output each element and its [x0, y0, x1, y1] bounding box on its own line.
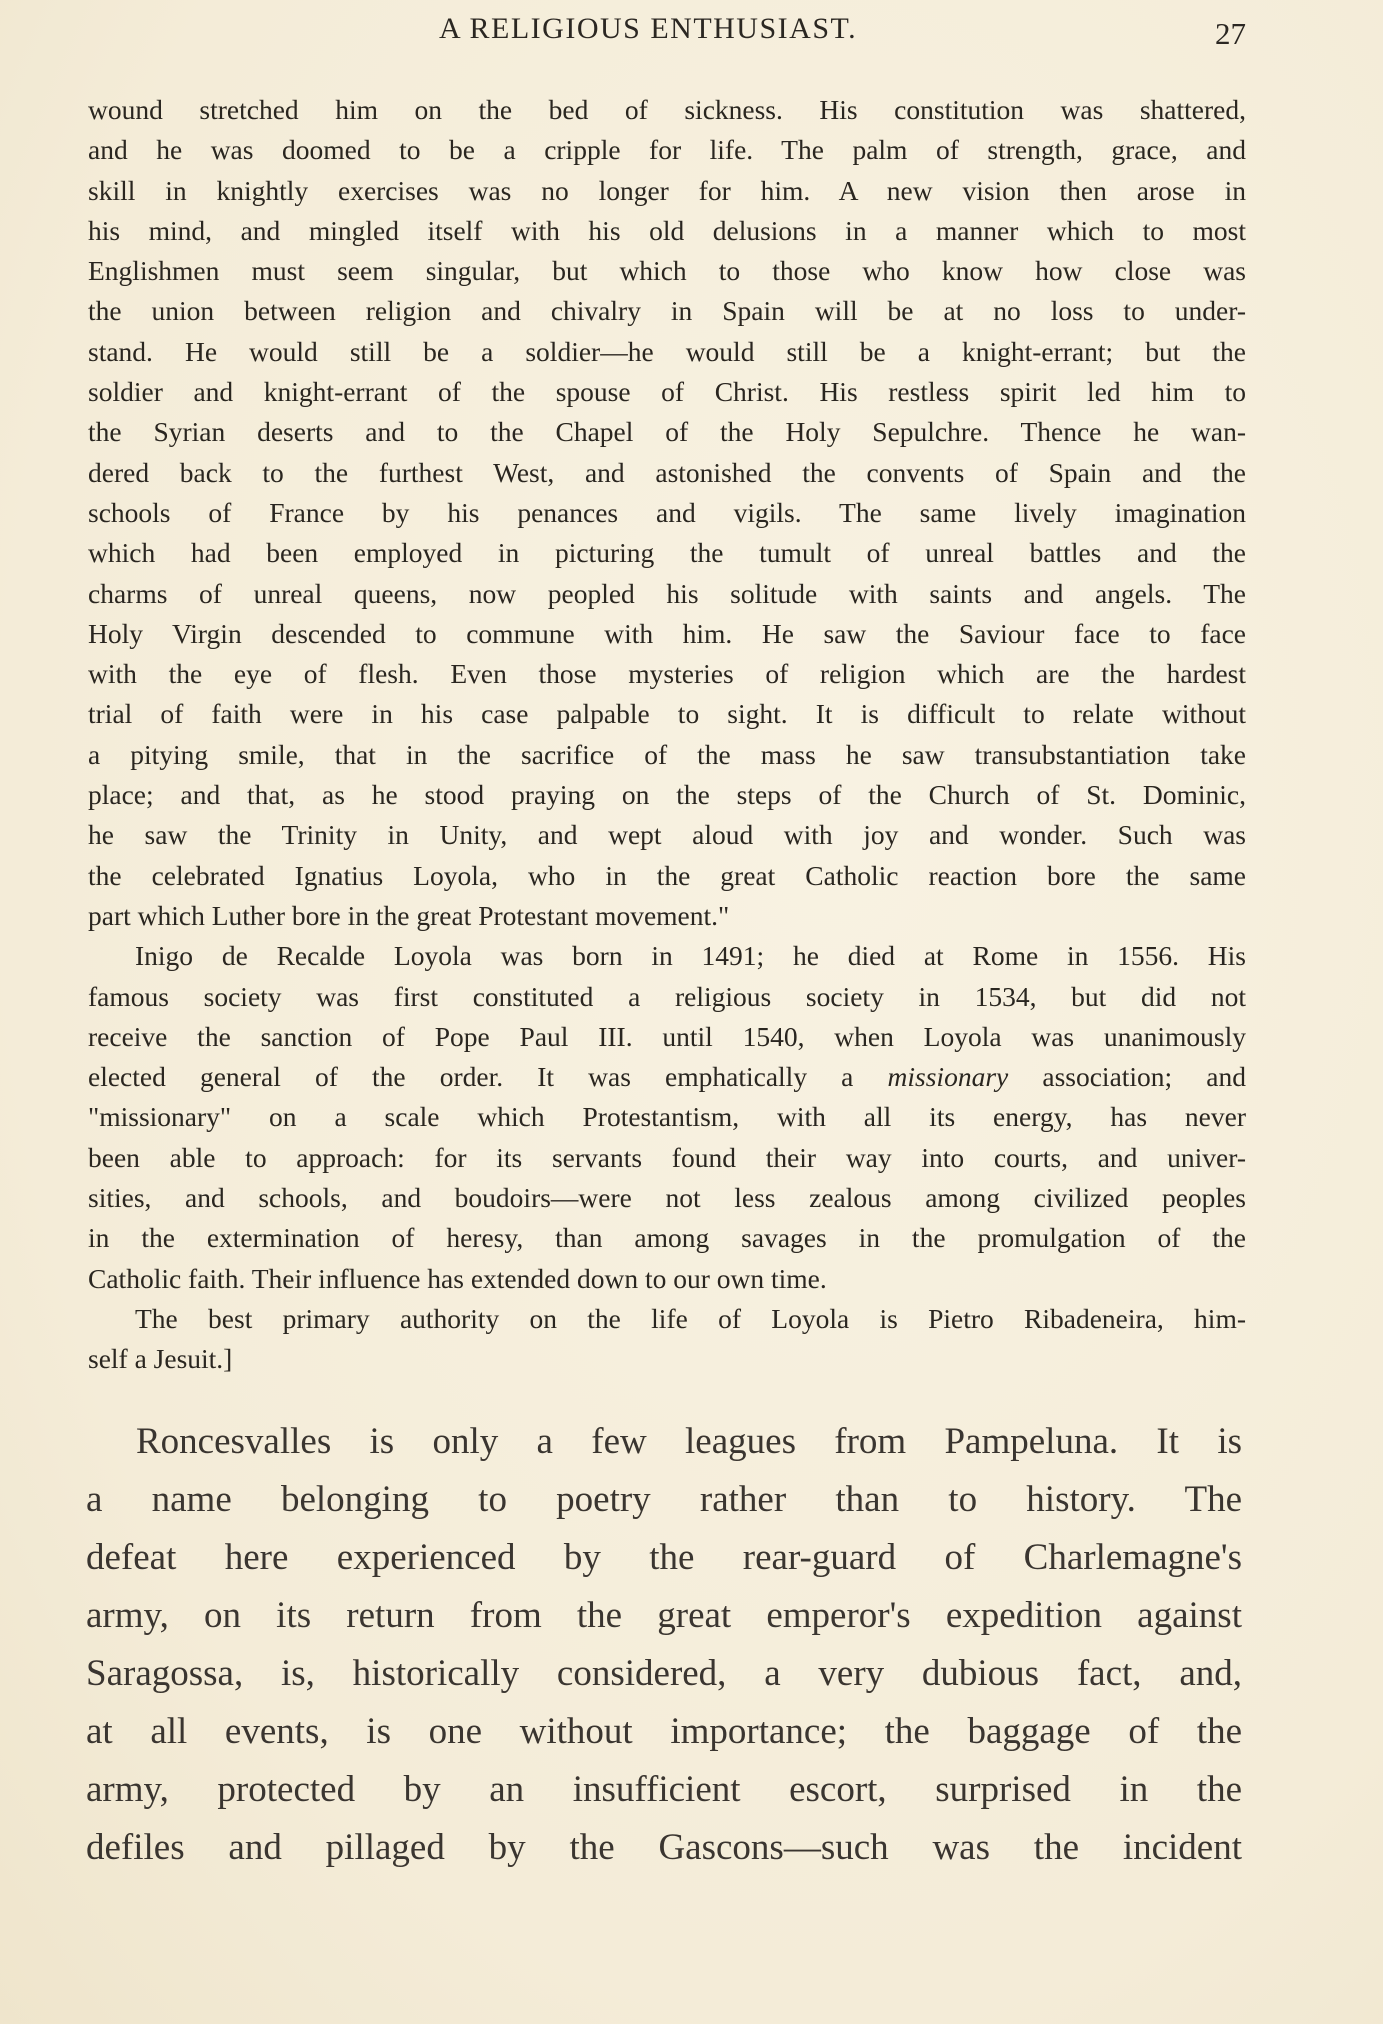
note-line: been able to approach: for its servants found their way into courts, and univer-: [88, 1141, 1246, 1173]
emphasis-word: missionary: [887, 1061, 1009, 1093]
note-line: the celebrated Ignatius Loyola, who in the great Catholic reaction bore the same: [88, 859, 1246, 891]
running-head: [0, 12, 1383, 52]
note-line: which had been employed in picturing the tumult of unreal battles and the: [88, 537, 1246, 569]
note-line: place; and that, as he stood praying on the steps of the Church of St. Dominic,: [88, 779, 1246, 811]
footnote-block: [88, 90, 1246, 1380]
note-line: receive the sanction of Pope Paul III. until 1540, when Loyola was unanimously: [88, 1020, 1246, 1052]
body-line: Saragossa, is, historically considered, a very dubious fact, and,: [86, 1653, 1242, 1694]
note-line: famous society was first constituted a religious society in 1534, but did not: [88, 980, 1246, 1012]
note-line: with the eye of flesh. Even those mysteries of religion which are the hardest: [88, 658, 1246, 690]
body-line: army, on its return from the great emperor's expedition against: [86, 1595, 1242, 1636]
note-line: in the extermination of heresy, than among savages in the promulgation of the: [88, 1222, 1246, 1254]
note-line: dered back to the furthest West, and astonished the convents of Spain and the: [88, 456, 1246, 488]
note-line: Englishmen must seem singular, but which to those who know how close was: [88, 255, 1246, 287]
running-title: A RELIGIOUS ENTHUSIAST.: [439, 12, 858, 45]
note-text: association; and: [1042, 1061, 1247, 1093]
note-line: part which Luther bore in the great Protestant movement.": [88, 899, 730, 931]
body-line: at all events, is one without importance; the baggage of the: [86, 1711, 1242, 1752]
note-line: Catholic faith. Their influence has extended down to our own time.: [88, 1262, 827, 1294]
main-text-block: [86, 1413, 1242, 1877]
body-line: defeat here experienced by the rear-guard of Charlemagne's: [86, 1537, 1242, 1578]
note-text: elected general of the order. It was emphatically a: [88, 1061, 854, 1093]
body-line: a name belonging to poetry rather than to history. The: [86, 1479, 1242, 1520]
note-line: "missionary" on a scale which Protestantism, with all its energy, has never: [88, 1101, 1246, 1133]
note-line: self a Jesuit.]: [88, 1343, 233, 1375]
note-line: trial of faith were in his case palpable to sight. It is difficult to relate without: [88, 698, 1246, 730]
note-line: skill in knightly exercises was no longer for him. A new vision then arose in: [88, 174, 1246, 206]
note-line: sities, and schools, and boudoirs—were not less zealous among civilized peoples: [88, 1182, 1246, 1214]
note-line: a pitying smile, that in the sacrifice of the mass he saw transubstantiation take: [88, 738, 1246, 770]
note-line: The best primary authority on the life of Loyola is Pietro Ribadeneira, him-: [135, 1302, 1246, 1334]
note-line: stand. He would still be a soldier—he would still be a knight-errant; but the: [88, 335, 1246, 367]
note-line: he saw the Trinity in Unity, and wept aloud with joy and wonder. Such was: [88, 819, 1246, 851]
body-line: army, protected by an insufficient escort, surprised in the: [86, 1769, 1242, 1810]
note-line: Inigo de Recalde Loyola was born in 1491; he died at Rome in 1556. His: [135, 940, 1246, 972]
note-line: wound stretched him on the bed of sickness. His constitution was shattered,: [88, 94, 1246, 125]
note-line: the Syrian deserts and to the Chapel of the Holy Sepulchre. Thence he wan-: [88, 416, 1246, 448]
body-line: defiles and pillaged by the Gascons—such was the incident: [86, 1827, 1242, 1868]
note-line: and he was doomed to be a cripple for life. The palm of strength, grace, and: [88, 134, 1246, 166]
note-line: Holy Virgin descended to commune with him. He saw the Saviour face to face: [88, 617, 1246, 649]
note-line: soldier and knight-errant of the spouse of Christ. His restless spirit led him to: [88, 376, 1246, 408]
page-number: 27: [1215, 16, 1246, 51]
note-line: charms of unreal queens, now peopled his solitude with saints and angels. The: [88, 577, 1246, 609]
note-line: the union between religion and chivalry in Spain will be at no loss to under-: [88, 295, 1246, 327]
note-line: schools of France by his penances and vigils. The same lively imagination: [88, 496, 1246, 528]
body-line: Roncesvalles is only a few leagues from Pampeluna. It is: [136, 1421, 1242, 1462]
note-line-with-emphasis: [88, 1057, 1246, 1097]
note-line: his mind, and mingled itself with his old delusions in a manner which to most: [88, 214, 1246, 246]
